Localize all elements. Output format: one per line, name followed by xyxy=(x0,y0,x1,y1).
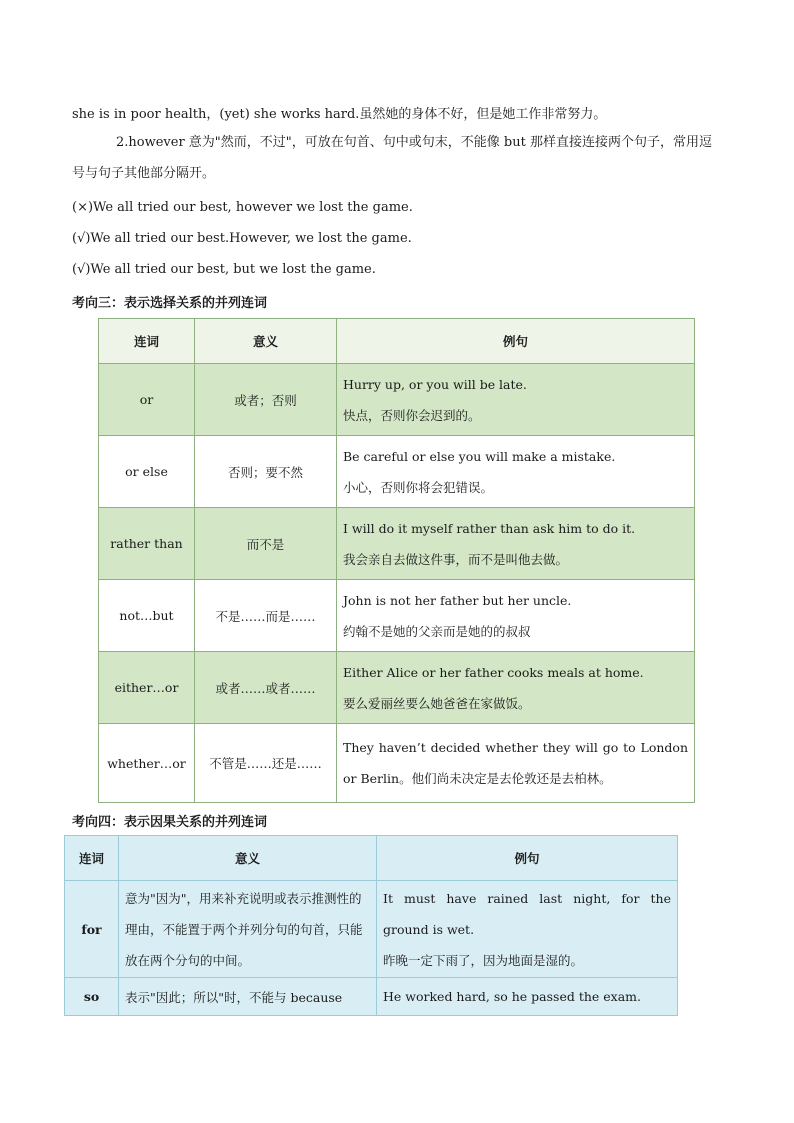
section3-heading: 考向三：表示选择关系的并列连词 xyxy=(72,296,268,311)
row-example xyxy=(337,580,695,652)
row-example xyxy=(337,652,695,724)
row-word: or else xyxy=(99,436,195,508)
row-meaning: 否则；要不然 xyxy=(195,436,337,508)
row-meaning: 而不是 xyxy=(195,508,337,580)
example-en: It must have rained last night, for the ground is wet. xyxy=(383,890,671,937)
row-word: or xyxy=(99,364,195,436)
row-word: for xyxy=(65,881,119,978)
row-example xyxy=(337,364,695,436)
row-example xyxy=(337,508,695,580)
table-row xyxy=(99,364,695,436)
table-header-row xyxy=(99,319,695,364)
row-example: They haven’t decided whether they will go to London or Berlin。他们尚未决定是去伦敦还是去柏林。 xyxy=(337,724,695,803)
table-row xyxy=(65,881,678,978)
example-right-1: (√)We all tried our best.However, we lost the game. xyxy=(72,231,412,246)
example-right-2: (√)We all tried our best, but we lost the game. xyxy=(72,262,376,277)
cause-conjunction-table xyxy=(64,835,678,1016)
row-example xyxy=(377,881,678,978)
row-word: so xyxy=(65,978,119,1016)
row-meaning: 表示"因此；所以"时，不能与 because xyxy=(119,978,377,1016)
choice-conjunction-table xyxy=(98,318,695,803)
example-en: I will do it myself rather than ask him to do it. xyxy=(343,520,636,536)
header-example: 例句 xyxy=(337,319,695,364)
example-cn: 我会亲自去做这件事，而不是叫他去做。 xyxy=(343,551,569,567)
example-en: John is not her father but her uncle. xyxy=(343,592,572,608)
row-example xyxy=(337,436,695,508)
example-cn: 昨晚一定下雨了，因为地面是湿的。 xyxy=(383,952,584,968)
row-word: rather than xyxy=(99,508,195,580)
example-wrong: (×)We all tried our best, however we lost the game. xyxy=(72,200,413,215)
section4-heading: 考向四：表示因果关系的并列连词 xyxy=(72,815,268,830)
row-meaning: 或者……或者…… xyxy=(195,652,337,724)
example-en: Either Alice or her father cooks meals at home. xyxy=(343,664,644,680)
header-word: 连词 xyxy=(99,319,195,364)
row-word: either…or xyxy=(99,652,195,724)
example-en: Be careful or else you will make a mistake. xyxy=(343,448,616,464)
header-word: 连词 xyxy=(65,836,119,881)
intro-paragraph-however: 2.however 意为"然而，不过"，可放在句首、句中或句末，不能像 but 那样直接连接两个句子，常用逗号与句子其他部分隔开。 xyxy=(72,135,712,181)
example-cn: 约翰不是她的父亲而是她的的叔叔 xyxy=(343,623,531,639)
table-row xyxy=(99,724,695,803)
table-row xyxy=(99,580,695,652)
row-meaning: 不管是……还是…… xyxy=(195,724,337,803)
header-meaning: 意义 xyxy=(195,319,337,364)
example-en: Hurry up, or you will be late. xyxy=(343,376,527,392)
table-header-row xyxy=(65,836,678,881)
row-word: whether…or xyxy=(99,724,195,803)
example-cn: 要么爱丽丝要么她爸爸在家做饭。 xyxy=(343,695,531,711)
row-example: He worked hard, so he passed the exam. xyxy=(377,978,678,1016)
header-meaning: 意义 xyxy=(119,836,377,881)
example-cn: 快点，否则你会迟到的。 xyxy=(343,407,481,423)
row-meaning: 不是……而是…… xyxy=(195,580,337,652)
header-example: 例句 xyxy=(377,836,678,881)
row-meaning: 或者；否则 xyxy=(195,364,337,436)
table-row xyxy=(99,436,695,508)
intro-line-1: she is in poor health，(yet) she works hard.虽然她的身体不好，但是她工作非常努力。 xyxy=(72,107,607,122)
row-meaning: 意为"因为"，用来补充说明或表示推测性的理由，不能置于两个并列分句的句首，只能放在两个分句的中间。 xyxy=(119,881,377,978)
row-word: not…but xyxy=(99,580,195,652)
table-row xyxy=(99,508,695,580)
example-cn: 小心，否则你将会犯错误。 xyxy=(343,479,494,495)
table-row xyxy=(65,978,678,1016)
table-row xyxy=(99,652,695,724)
